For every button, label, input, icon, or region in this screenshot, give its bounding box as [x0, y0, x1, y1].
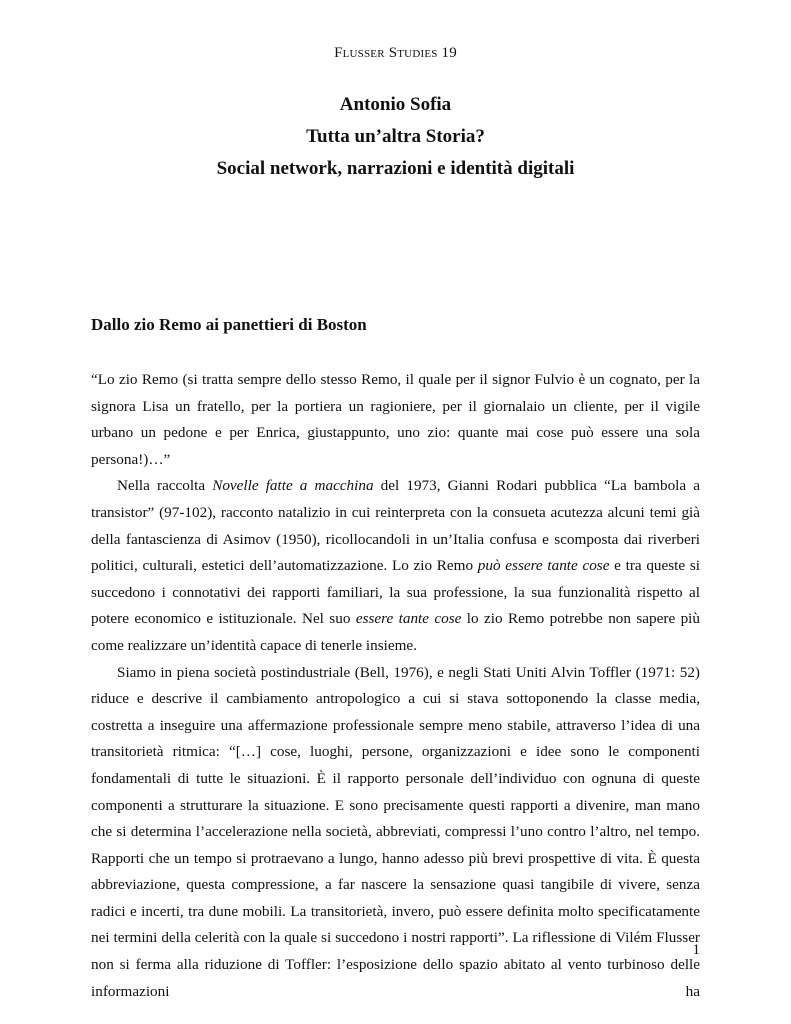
title-block: [0, 89, 791, 185]
book-title-italic: Novelle fatte a macchina: [212, 477, 374, 495]
paragraph-rodari: [91, 473, 700, 659]
journal-name-part: lusser: [342, 45, 389, 61]
paragraph-text: e tra queste si succedono i connotativi dei rapporti familiari, la sua professione, la sua funzionalità rispetto al potere economico e istituzionale. Nel suo: [91, 557, 700, 628]
article-subtitle: Social network, narrazioni e identità digitali: [216, 158, 575, 179]
body-text: [91, 367, 700, 1005]
journal-initial-s: S: [388, 45, 398, 61]
running-header: [0, 45, 791, 62]
paragraph-toffler: Siamo in piena società postindustriale (Bell, 1976), e negli Stati Uniti Alvin Toffler (1971: 52) riduce e descrive il cambiamento antropologico a cui si stava sottoponendo la classe media, costretta a inseguire una affermazione professionale sempre meno stabile, attraverso l’idea di una transitorietà ritmica: “[…] cose, luoghi, persone, organizzazioni e idee sono le componenti fondamentali di tutte le situazioni. È il rapporto personale dell’individuo con ognuna di queste componenti a strutturare la situazione. E sono precisamente questi rapporti a divenire, man mano che si determina l’accelerazione nella società, abbreviati, compressi l’uno contro l’altro, nel tempo. Rapporti che un tempo si protraevano a lungo, hanno adesso più brevi prospettive di vita. È questa abbreviazione, questa compressione, a far nascere la sensazione quasi tangibile di vivere, senza radici e incerti, tra dune mobili. La transitorietà, invero, può essere definita molto specificatamente nei termini della celerità con la quale si succedono i nostri rapporti”. La riflessione di Vilém Flusser non si ferma alla riduzione di Toffler: l’esposizione dello spazio abitato al vento turbinoso delle informazioni ha: [91, 663, 700, 1000]
paragraph-text: lo zio Remo potrebbe non sapere più come realizzare un’identità capace di tenerle insieme.: [91, 610, 700, 654]
emphasis-italic: essere tante cose: [355, 610, 462, 628]
emphasis-italic: può essere tante cose: [477, 557, 610, 575]
paragraph-quote: “Lo zio Remo (si tratta sempre dello stesso Remo, il quale per il signor Fulvio è un cognato, per la signora Lisa un fratello, per la portiera un ragioniere, per il giornalaio un cliente, per il vigile urbano un pedone e per Enrica, giustappunto, uno zio: quante mai cose può essere una sola persona!)…”: [91, 371, 700, 468]
paragraph-text: Nella raccolta: [117, 477, 213, 495]
paragraph-text: del 1973, Gianni Rodari pubblica “La bambola a transistor” (97-102), racconto natalizio in cui reinterpreta con la consueta acutezza alcuni temi già della fantascienza di Asimov (1950), ricollocandoli in un’Italia confusa e scomposta dai riverberi politici, culturali, estetici dell’automatizzazione. Lo zio Remo: [91, 477, 700, 575]
article-title: Tutta un’altra Storia?: [306, 126, 485, 147]
journal-initial-f: F: [334, 45, 343, 61]
author-name: Antonio Sofia: [339, 94, 452, 115]
page-number: 1: [692, 942, 700, 958]
issue-number: 19: [437, 45, 457, 61]
journal-name-part-2: tudies: [397, 45, 438, 61]
section-heading: Dallo zio Remo ai panettieri di Boston: [91, 315, 367, 334]
